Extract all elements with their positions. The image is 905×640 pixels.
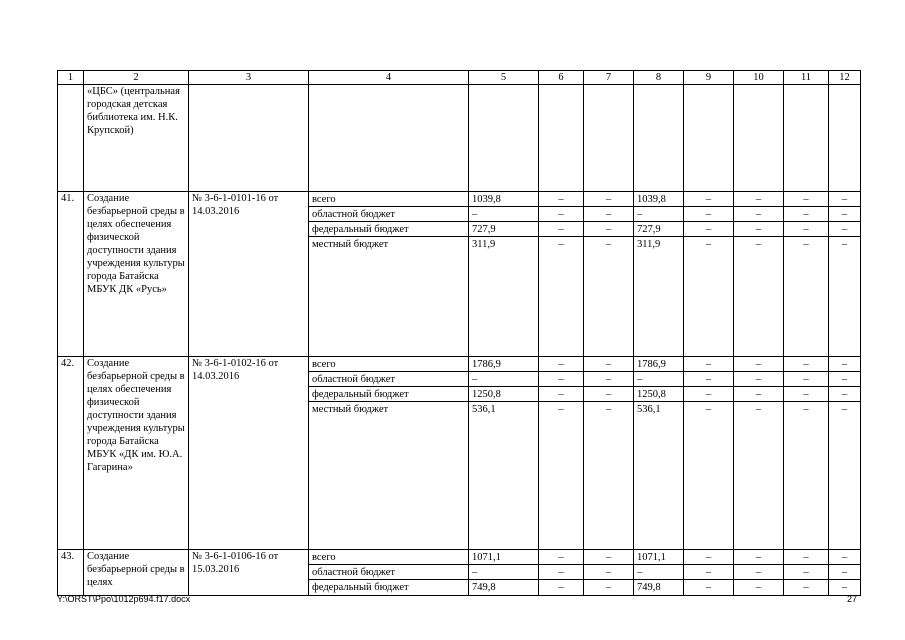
funding-value: – xyxy=(584,550,633,565)
source-col-c12 xyxy=(829,192,861,357)
funding-source-label: всего xyxy=(309,357,468,372)
source-stack xyxy=(684,357,733,417)
source-stack xyxy=(734,192,783,252)
funding-value: – xyxy=(784,550,828,565)
source-stack xyxy=(539,357,583,417)
row-number: 41. xyxy=(58,192,84,357)
source-col-c6 xyxy=(539,357,584,550)
source-col-c9 xyxy=(684,357,734,550)
source-col-c11 xyxy=(784,192,829,357)
row-number: 42. xyxy=(58,357,84,550)
source-stack xyxy=(634,192,683,252)
funding-value: – xyxy=(584,387,633,402)
funding-value: – xyxy=(584,192,633,207)
source-stack xyxy=(829,357,860,417)
funding-value: – xyxy=(734,192,783,207)
funding-value: – xyxy=(705,582,712,593)
source-stack xyxy=(734,550,783,595)
funding-value: – xyxy=(829,387,860,402)
funding-value: – xyxy=(803,239,809,250)
funding-value: 1786,9 xyxy=(634,357,683,372)
funding-source-label: всего xyxy=(309,192,468,207)
funding-value: – xyxy=(539,222,583,237)
funding-value: – xyxy=(841,582,848,593)
funding-value: – xyxy=(734,565,783,580)
funding-value: – xyxy=(829,192,860,207)
funding-value: 1786,9 xyxy=(469,357,538,372)
header-col-6: 6 xyxy=(539,71,584,85)
funding-value: 727,9 xyxy=(634,222,683,237)
funding-value: – xyxy=(605,239,612,250)
row-number: 43. xyxy=(58,550,84,596)
funding-value: – xyxy=(705,239,712,250)
source-stack xyxy=(539,192,583,252)
funding-source-label: федеральный бюджет xyxy=(309,222,468,237)
source-col-label xyxy=(309,550,469,596)
source-col-c8 xyxy=(634,550,684,596)
funding-source-label: федеральный бюджет xyxy=(309,387,468,402)
funding-value: – xyxy=(605,404,612,415)
funding-value: – xyxy=(684,222,733,237)
funding-value: – xyxy=(558,239,564,250)
funding-value: – xyxy=(469,565,538,580)
funding-value: – xyxy=(584,207,633,222)
funding-value: – xyxy=(634,207,683,222)
funding-value: – xyxy=(558,582,564,593)
funding-value: 311,9 xyxy=(637,239,661,250)
funding-value: – xyxy=(784,565,828,580)
row-document: № 3-6-1-0101-16 от 14.03.2016 xyxy=(189,192,309,357)
funding-value: – xyxy=(634,372,683,387)
funding-value: – xyxy=(705,404,712,415)
source-col-c9 xyxy=(684,192,734,357)
continuation-name: «ЦБС» (центральная городская детская библиотека им. Н.К. Крупской) xyxy=(84,85,189,192)
source-stack xyxy=(684,550,733,595)
funding-value: – xyxy=(829,550,860,565)
funding-value: – xyxy=(684,372,733,387)
funding-value: – xyxy=(539,192,583,207)
source-stack xyxy=(584,192,633,252)
funding-value: – xyxy=(558,404,564,415)
source-stack xyxy=(469,357,538,417)
funding-value: 311,9 xyxy=(472,239,496,250)
header-col-10: 10 xyxy=(734,71,784,85)
funding-value: – xyxy=(829,222,860,237)
funding-value: – xyxy=(755,582,762,593)
header-col-8: 8 xyxy=(634,71,684,85)
funding-value: – xyxy=(539,357,583,372)
funding-source-label: местный бюджет xyxy=(312,239,389,250)
row-name: Создание безбарьерной среды в целях xyxy=(84,550,189,596)
source-col-c7 xyxy=(584,192,634,357)
funding-value: – xyxy=(841,404,848,415)
funding-value: – xyxy=(784,387,828,402)
funding-value: – xyxy=(784,372,828,387)
funding-value: – xyxy=(539,387,583,402)
funding-value: – xyxy=(829,207,860,222)
funding-value: – xyxy=(469,207,538,222)
source-stack xyxy=(584,357,633,417)
source-col-c7 xyxy=(584,357,634,550)
header-col-1: 1 xyxy=(58,71,84,85)
funding-value: – xyxy=(684,207,733,222)
funding-value: – xyxy=(784,207,828,222)
header-col-5: 5 xyxy=(469,71,539,85)
funding-value: – xyxy=(634,565,683,580)
funding-value: – xyxy=(584,222,633,237)
source-stack xyxy=(829,192,860,252)
funding-value: – xyxy=(803,582,809,593)
source-col-c8 xyxy=(634,357,684,550)
source-col-c11 xyxy=(784,550,829,596)
row-document: № 3-6-1-0102-16 от 14.03.2016 xyxy=(189,357,309,550)
funding-value: – xyxy=(684,192,733,207)
funding-value: – xyxy=(469,372,538,387)
funding-value: 1250,8 xyxy=(469,387,538,402)
funding-value: – xyxy=(734,222,783,237)
header-col-12: 12 xyxy=(829,71,861,85)
funding-value: 1250,8 xyxy=(634,387,683,402)
header-col-4: 4 xyxy=(309,71,469,85)
source-stack xyxy=(784,192,828,252)
funding-value: 536,1 xyxy=(637,404,661,415)
source-col-c10 xyxy=(734,192,784,357)
source-col-label xyxy=(309,192,469,357)
funding-value: – xyxy=(539,550,583,565)
row-name: Создание безбарьерной среды в целях обеспечения физической доступности здания учреждения культуры города Батайска МБУК «ДК им. Ю.А. Гагарина» xyxy=(84,357,189,550)
source-stack xyxy=(469,550,538,595)
source-col-c10 xyxy=(734,550,784,596)
source-col-c12 xyxy=(829,550,861,596)
source-stack xyxy=(734,357,783,417)
header-col-9: 9 xyxy=(684,71,734,85)
table-row xyxy=(58,357,861,550)
funding-value: 727,9 xyxy=(469,222,538,237)
funding-value: – xyxy=(684,565,733,580)
funding-value: 1039,8 xyxy=(469,192,538,207)
funding-value: 536,1 xyxy=(472,404,496,415)
funding-value: – xyxy=(539,207,583,222)
row-document: № 3-6-1-0106-16 от 15.03.2016 xyxy=(189,550,309,596)
funding-value: – xyxy=(784,357,828,372)
funding-value: 1071,1 xyxy=(469,550,538,565)
source-stack xyxy=(469,192,538,252)
funding-value: – xyxy=(539,372,583,387)
funding-value: – xyxy=(784,192,828,207)
source-col-c10 xyxy=(734,357,784,550)
footer-page-number: 27 xyxy=(846,594,857,604)
funding-value: – xyxy=(684,387,733,402)
source-stack xyxy=(309,357,468,417)
funding-value: – xyxy=(734,550,783,565)
source-col-label xyxy=(309,357,469,550)
funding-value: – xyxy=(829,565,860,580)
funding-value: – xyxy=(684,550,733,565)
funding-source-label: областной бюджет xyxy=(309,372,468,387)
funding-source-label: всего xyxy=(309,550,468,565)
source-stack xyxy=(584,550,633,595)
source-stack xyxy=(539,550,583,595)
funding-source-label: областной бюджет xyxy=(309,207,468,222)
source-col-c9 xyxy=(684,550,734,596)
header-row xyxy=(58,71,861,85)
funding-value: – xyxy=(829,372,860,387)
funding-value: – xyxy=(784,222,828,237)
source-stack xyxy=(784,357,828,417)
source-col-c5 xyxy=(469,357,539,550)
funding-value: 1039,8 xyxy=(634,192,683,207)
funding-value: – xyxy=(755,239,762,250)
funding-value: – xyxy=(684,357,733,372)
budget-table xyxy=(57,70,861,596)
funding-value: – xyxy=(734,387,783,402)
continuation-row xyxy=(58,85,861,192)
funding-value: – xyxy=(734,207,783,222)
source-col-c6 xyxy=(539,192,584,357)
source-stack xyxy=(684,192,733,252)
table-row xyxy=(58,550,861,596)
source-stack xyxy=(634,550,683,595)
funding-value: 749,8 xyxy=(472,582,496,593)
header-col-2: 2 xyxy=(84,71,189,85)
header-col-7: 7 xyxy=(584,71,634,85)
source-stack xyxy=(784,550,828,595)
funding-source-label: местный бюджет xyxy=(312,404,389,415)
funding-value: – xyxy=(539,565,583,580)
source-col-c8 xyxy=(634,192,684,357)
source-col-c12 xyxy=(829,357,861,550)
source-col-c7 xyxy=(584,550,634,596)
funding-value: 1071,1 xyxy=(634,550,683,565)
source-col-c5 xyxy=(469,550,539,596)
funding-value: – xyxy=(584,357,633,372)
footer-file-path: Y:\ORST\Ppo\1012p694.f17.docx xyxy=(57,594,191,604)
funding-value: – xyxy=(755,404,762,415)
row-name: Создание безбарьерной среды в целях обеспечения физической доступности здания учреждения культуры города Батайска МБУК ДК «Русь» xyxy=(84,192,189,357)
funding-source-label: федеральный бюджет xyxy=(312,582,409,593)
source-col-c6 xyxy=(539,550,584,596)
funding-value: – xyxy=(829,357,860,372)
funding-value: – xyxy=(734,357,783,372)
funding-value: – xyxy=(841,239,848,250)
funding-value: – xyxy=(734,372,783,387)
source-col-c11 xyxy=(784,357,829,550)
table-row xyxy=(58,192,861,357)
funding-value: 749,8 xyxy=(637,582,661,593)
source-col-c5 xyxy=(469,192,539,357)
source-stack xyxy=(309,192,468,252)
funding-source-label: областной бюджет xyxy=(309,565,468,580)
source-stack xyxy=(309,550,468,595)
funding-value: – xyxy=(803,404,809,415)
source-stack xyxy=(829,550,860,595)
header-col-11: 11 xyxy=(784,71,829,85)
source-stack xyxy=(634,357,683,417)
funding-value: – xyxy=(584,565,633,580)
funding-value: – xyxy=(605,582,612,593)
header-col-3: 3 xyxy=(189,71,309,85)
funding-value: – xyxy=(584,372,633,387)
